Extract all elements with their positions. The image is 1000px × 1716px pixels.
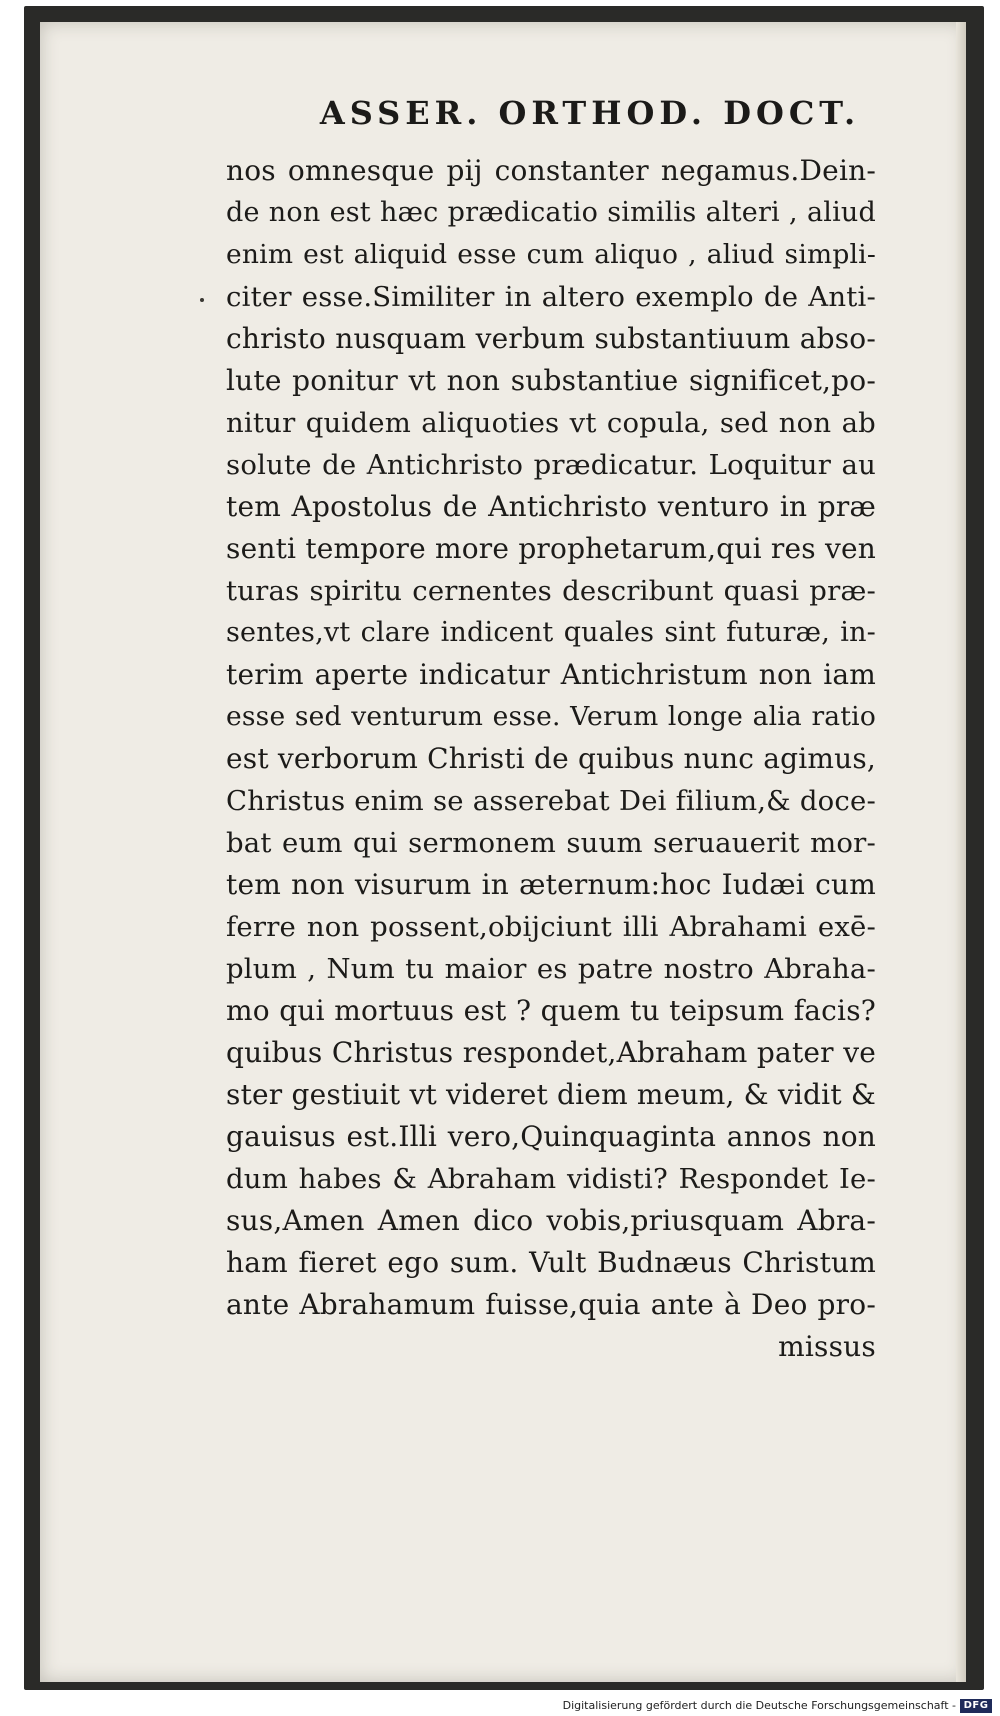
text-line: turas spiritu cernentes describunt quasi præ- [226,575,876,607]
text-line: gauisus est.Illi vero,Quinquaginta annos non [226,1120,876,1153]
text-line: solute de Antichristo prædicatur. Loquitur au [226,449,876,481]
text-line: sus,Amen Amen dico vobis,priusquam Abra- [226,1204,876,1237]
text-line: tem non visurum in æternum:hoc Iudæi cum [226,868,876,901]
text-line: esse sed venturum esse. Verum longe alia ratio [226,701,876,732]
text-line: de non est hæc prædicatio similis alteri , aliud [226,197,876,228]
text-line: nitur quidem aliquoties vt copula, sed non ab [226,407,876,439]
dfg-logo: DFG [960,1699,992,1713]
text-line: terim aperte indicatur Antichristum non iam [226,658,876,691]
text-line: Christus enim se asserebat Dei filium,& doce- [226,785,876,817]
text-line: christo nusquam verbum substantiuum abso- [226,322,876,355]
text-line: senti tempore more prophetarum,qui res ven [226,532,876,565]
funding-credit: Digitalisierung gefördert durch die Deutsche Forschungsgemeinschaft - [562,1699,956,1712]
text-line: mo qui mortuus est ? quem tu teipsum facis? [226,994,876,1027]
text-line: tem Apostolus de Antichristo venturo in præ [226,490,876,523]
catchword: missus [778,1330,876,1363]
text-line: ferre non possent,obijciunt illi Abrahami exē- [226,911,876,943]
text-line: bat eum qui sermonem suum seruauerit mor- [226,827,876,859]
text-line: sentes,vt clare indicent quales sint futuræ, in- [226,617,876,648]
running-head: ASSER. ORTHOD. DOCT. [319,94,861,132]
text-line: est verborum Christi de quibus nunc agimus, [226,742,877,775]
body-text [226,150,876,1368]
ink-speck [200,298,204,302]
text-line: ante Abrahamum fuisse,quia ante à Deo pro- [226,1288,876,1321]
page-edge [956,22,966,1682]
text-line: plum , Num tu maior es patre nostro Abraha- [226,953,876,985]
text-line: quibus Christus respondet,Abraham pater ve [226,1036,876,1069]
text-line: ham fieret ego sum. Vult Budnæus Christum [226,1246,876,1279]
text-line: ster gestiuit vt videret diem meum, & vidit & [226,1078,876,1111]
text-line: lute ponitur vt non substantiue significet,po- [226,364,876,397]
text-line: citer esse.Similiter in altero exemplo de Anti- [226,281,876,313]
text-line: dum habes & Abraham vidisti? Respondet Ie- [226,1163,876,1195]
text-line: nos omnesque pij constanter negamus.Dein- [226,154,876,187]
text-line: enim est aliquid esse cum aliquo , aliud simpli- [226,239,876,270]
